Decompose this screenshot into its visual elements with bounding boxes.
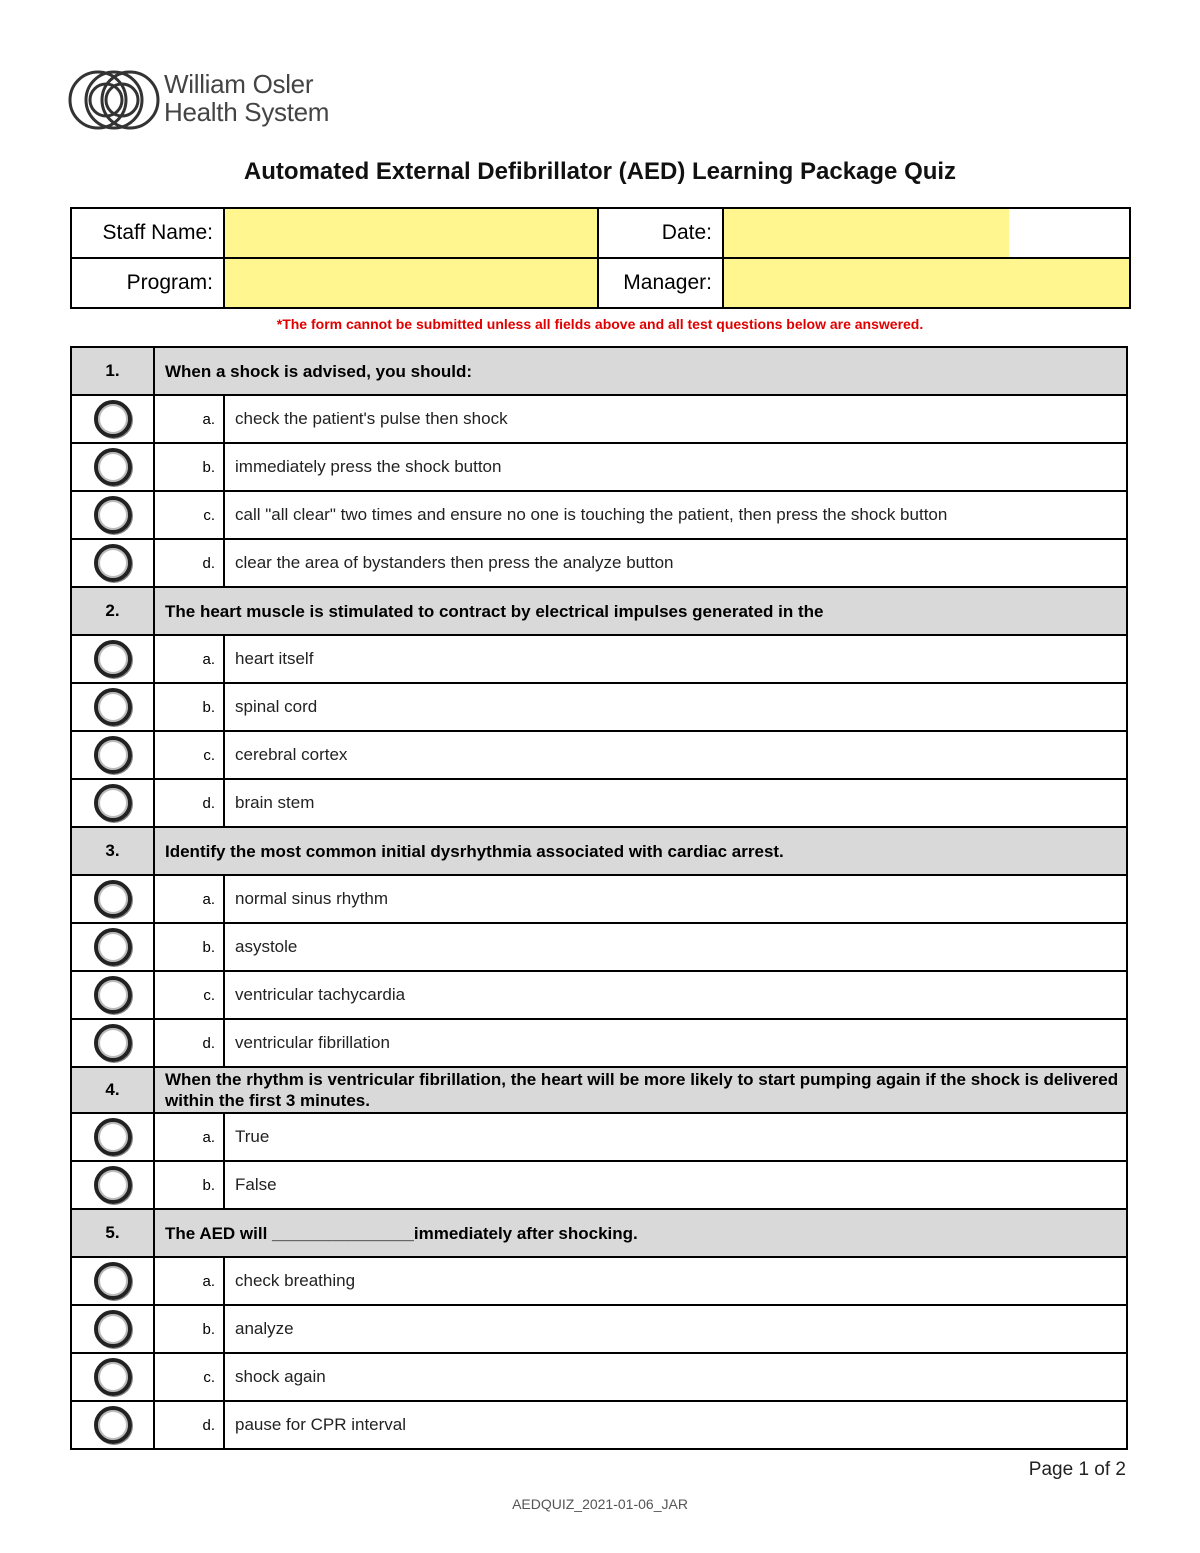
option-letter: a.: [154, 635, 224, 683]
option-letter: c.: [154, 971, 224, 1019]
option-letter: a.: [154, 1113, 224, 1161]
answer-radio-cell: [71, 683, 154, 731]
answer-radio-cell: [71, 491, 154, 539]
option-letter: b.: [154, 1305, 224, 1353]
question-text: When the rhythm is ventricular fibrillation, the heart will be more likely to start pumping again if the shock is delivered within the first 3 minutes.: [154, 1067, 1127, 1113]
answer-radio-button[interactable]: [94, 544, 132, 582]
option-text: True: [224, 1113, 1127, 1161]
logo-text: [164, 70, 329, 126]
option-letter: d.: [154, 1019, 224, 1067]
answer-radio-cell: [71, 539, 154, 587]
answer-option-row: [71, 491, 1127, 539]
option-text: check breathing: [224, 1257, 1127, 1305]
answer-radio-button[interactable]: [94, 496, 132, 534]
answer-radio-button[interactable]: [94, 1358, 132, 1396]
answer-option-row: [71, 779, 1127, 827]
program-input[interactable]: [225, 260, 597, 306]
question-row: [71, 827, 1127, 875]
question-text: The heart muscle is stimulated to contract by electrical impulses generated in the: [154, 587, 1127, 635]
answer-radio-cell: [71, 1305, 154, 1353]
staff-name-input[interactable]: [225, 210, 597, 256]
answer-radio-cell: [71, 923, 154, 971]
option-letter: c.: [154, 491, 224, 539]
manager-input[interactable]: [724, 260, 1129, 306]
option-letter: a.: [154, 1257, 224, 1305]
answer-radio-cell: [71, 875, 154, 923]
answer-radio-cell: [71, 635, 154, 683]
quiz-table: [70, 346, 1128, 1450]
option-text: immediately press the shock button: [224, 443, 1127, 491]
answer-radio-button[interactable]: [94, 1166, 132, 1204]
option-letter: d.: [154, 539, 224, 587]
option-letter: a.: [154, 875, 224, 923]
answer-radio-button[interactable]: [94, 1262, 132, 1300]
option-letter: b.: [154, 1161, 224, 1209]
answer-radio-button[interactable]: [94, 1118, 132, 1156]
answer-radio-cell: [71, 1113, 154, 1161]
logo-line-1: William Osler: [164, 69, 314, 99]
answer-radio-cell: [71, 1161, 154, 1209]
question-row: [71, 1067, 1127, 1113]
question-text: When a shock is advised, you should:: [154, 347, 1127, 395]
option-text: ventricular tachycardia: [224, 971, 1127, 1019]
option-text: normal sinus rhythm: [224, 875, 1127, 923]
option-text: False: [224, 1161, 1127, 1209]
option-letter: d.: [154, 779, 224, 827]
option-text: shock again: [224, 1353, 1127, 1401]
answer-radio-button[interactable]: [94, 976, 132, 1014]
answer-option-row: [71, 539, 1127, 587]
option-text: spinal cord: [224, 683, 1127, 731]
manager-label: Manager:: [598, 258, 723, 308]
answer-radio-cell: [71, 1019, 154, 1067]
option-letter: c.: [154, 1353, 224, 1401]
organization-logo: [68, 68, 348, 132]
answer-option-row: [71, 1305, 1127, 1353]
manager-cell: [723, 258, 1130, 308]
option-letter: a.: [154, 395, 224, 443]
staff-name-cell: [224, 208, 598, 258]
answer-radio-button[interactable]: [94, 400, 132, 438]
option-text: call "all clear" two times and ensure no one is touching the patient, then press the shock button: [224, 491, 1127, 539]
answer-option-row: [71, 1113, 1127, 1161]
answer-radio-button[interactable]: [94, 928, 132, 966]
answer-radio-cell: [71, 1353, 154, 1401]
document-title: Automated External Defibrillator (AED) Learning Package Quiz: [243, 158, 957, 185]
question-text: The AED will _______________immediately after shocking.: [154, 1209, 1127, 1257]
answer-radio-cell: [71, 395, 154, 443]
answer-radio-cell: [71, 971, 154, 1019]
question-number: 5.: [71, 1209, 154, 1257]
question-text: Identify the most common initial dysrhythmia associated with cardiac arrest.: [154, 827, 1127, 875]
answer-radio-button[interactable]: [94, 880, 132, 918]
answer-option-row: [71, 971, 1127, 1019]
option-letter: b.: [154, 683, 224, 731]
answer-radio-button[interactable]: [94, 640, 132, 678]
logo-rings-icon: [68, 68, 160, 132]
answer-radio-button[interactable]: [94, 448, 132, 486]
answer-radio-button[interactable]: [94, 736, 132, 774]
question-number: 1.: [71, 347, 154, 395]
answer-radio-cell: [71, 1257, 154, 1305]
option-letter: d.: [154, 1401, 224, 1449]
answer-radio-button[interactable]: [94, 1024, 132, 1062]
option-text: clear the area of bystanders then press the analyze button: [224, 539, 1127, 587]
option-text: asystole: [224, 923, 1127, 971]
answer-option-row: [71, 443, 1127, 491]
question-row: [71, 347, 1127, 395]
question-row: [71, 587, 1127, 635]
answer-radio-cell: [71, 1401, 154, 1449]
answer-option-row: [71, 923, 1127, 971]
answer-option-row: [71, 1401, 1127, 1449]
option-text: check the patient's pulse then shock: [224, 395, 1127, 443]
answer-option-row: [71, 1353, 1127, 1401]
answer-option-row: [71, 683, 1127, 731]
question-number: 4.: [71, 1067, 154, 1113]
date-cell: [723, 208, 1130, 258]
option-text: ventricular fibrillation: [224, 1019, 1127, 1067]
answer-radio-button[interactable]: [94, 1406, 132, 1444]
answer-option-row: [71, 731, 1127, 779]
option-text: pause for CPR interval: [224, 1401, 1127, 1449]
answer-radio-cell: [71, 779, 154, 827]
answer-radio-button[interactable]: [94, 1310, 132, 1348]
answer-radio-button[interactable]: [94, 784, 132, 822]
document-code: AEDQUIZ_2021-01-06_JAR: [512, 1496, 688, 1512]
answer-option-row: [71, 1161, 1127, 1209]
program-cell: [224, 258, 598, 308]
option-text: cerebral cortex: [224, 731, 1127, 779]
answer-option-row: [71, 395, 1127, 443]
logo-line-2: Health System: [164, 97, 330, 127]
answer-radio-button[interactable]: [94, 688, 132, 726]
option-text: analyze: [224, 1305, 1127, 1353]
answer-radio-cell: [71, 443, 154, 491]
answer-radio-cell: [71, 731, 154, 779]
date-label: Date:: [598, 208, 723, 258]
option-text: brain stem: [224, 779, 1127, 827]
staff-info-form: [70, 207, 1131, 309]
question-number: 3.: [71, 827, 154, 875]
option-letter: b.: [154, 443, 224, 491]
program-label: Program:: [71, 258, 224, 308]
answer-option-row: [71, 875, 1127, 923]
question-row: [71, 1209, 1127, 1257]
question-number: 2.: [71, 587, 154, 635]
option-text: heart itself: [224, 635, 1127, 683]
page-number: Page 1 of 2: [1028, 1459, 1126, 1480]
date-input[interactable]: [724, 210, 1129, 256]
answer-option-row: [71, 1257, 1127, 1305]
staff-name-label: Staff Name:: [71, 208, 224, 258]
option-letter: b.: [154, 923, 224, 971]
option-letter: c.: [154, 731, 224, 779]
submission-warning: *The form cannot be submitted unless all fields above and all test questions below are answered.: [276, 316, 924, 332]
answer-option-row: [71, 635, 1127, 683]
answer-option-row: [71, 1019, 1127, 1067]
